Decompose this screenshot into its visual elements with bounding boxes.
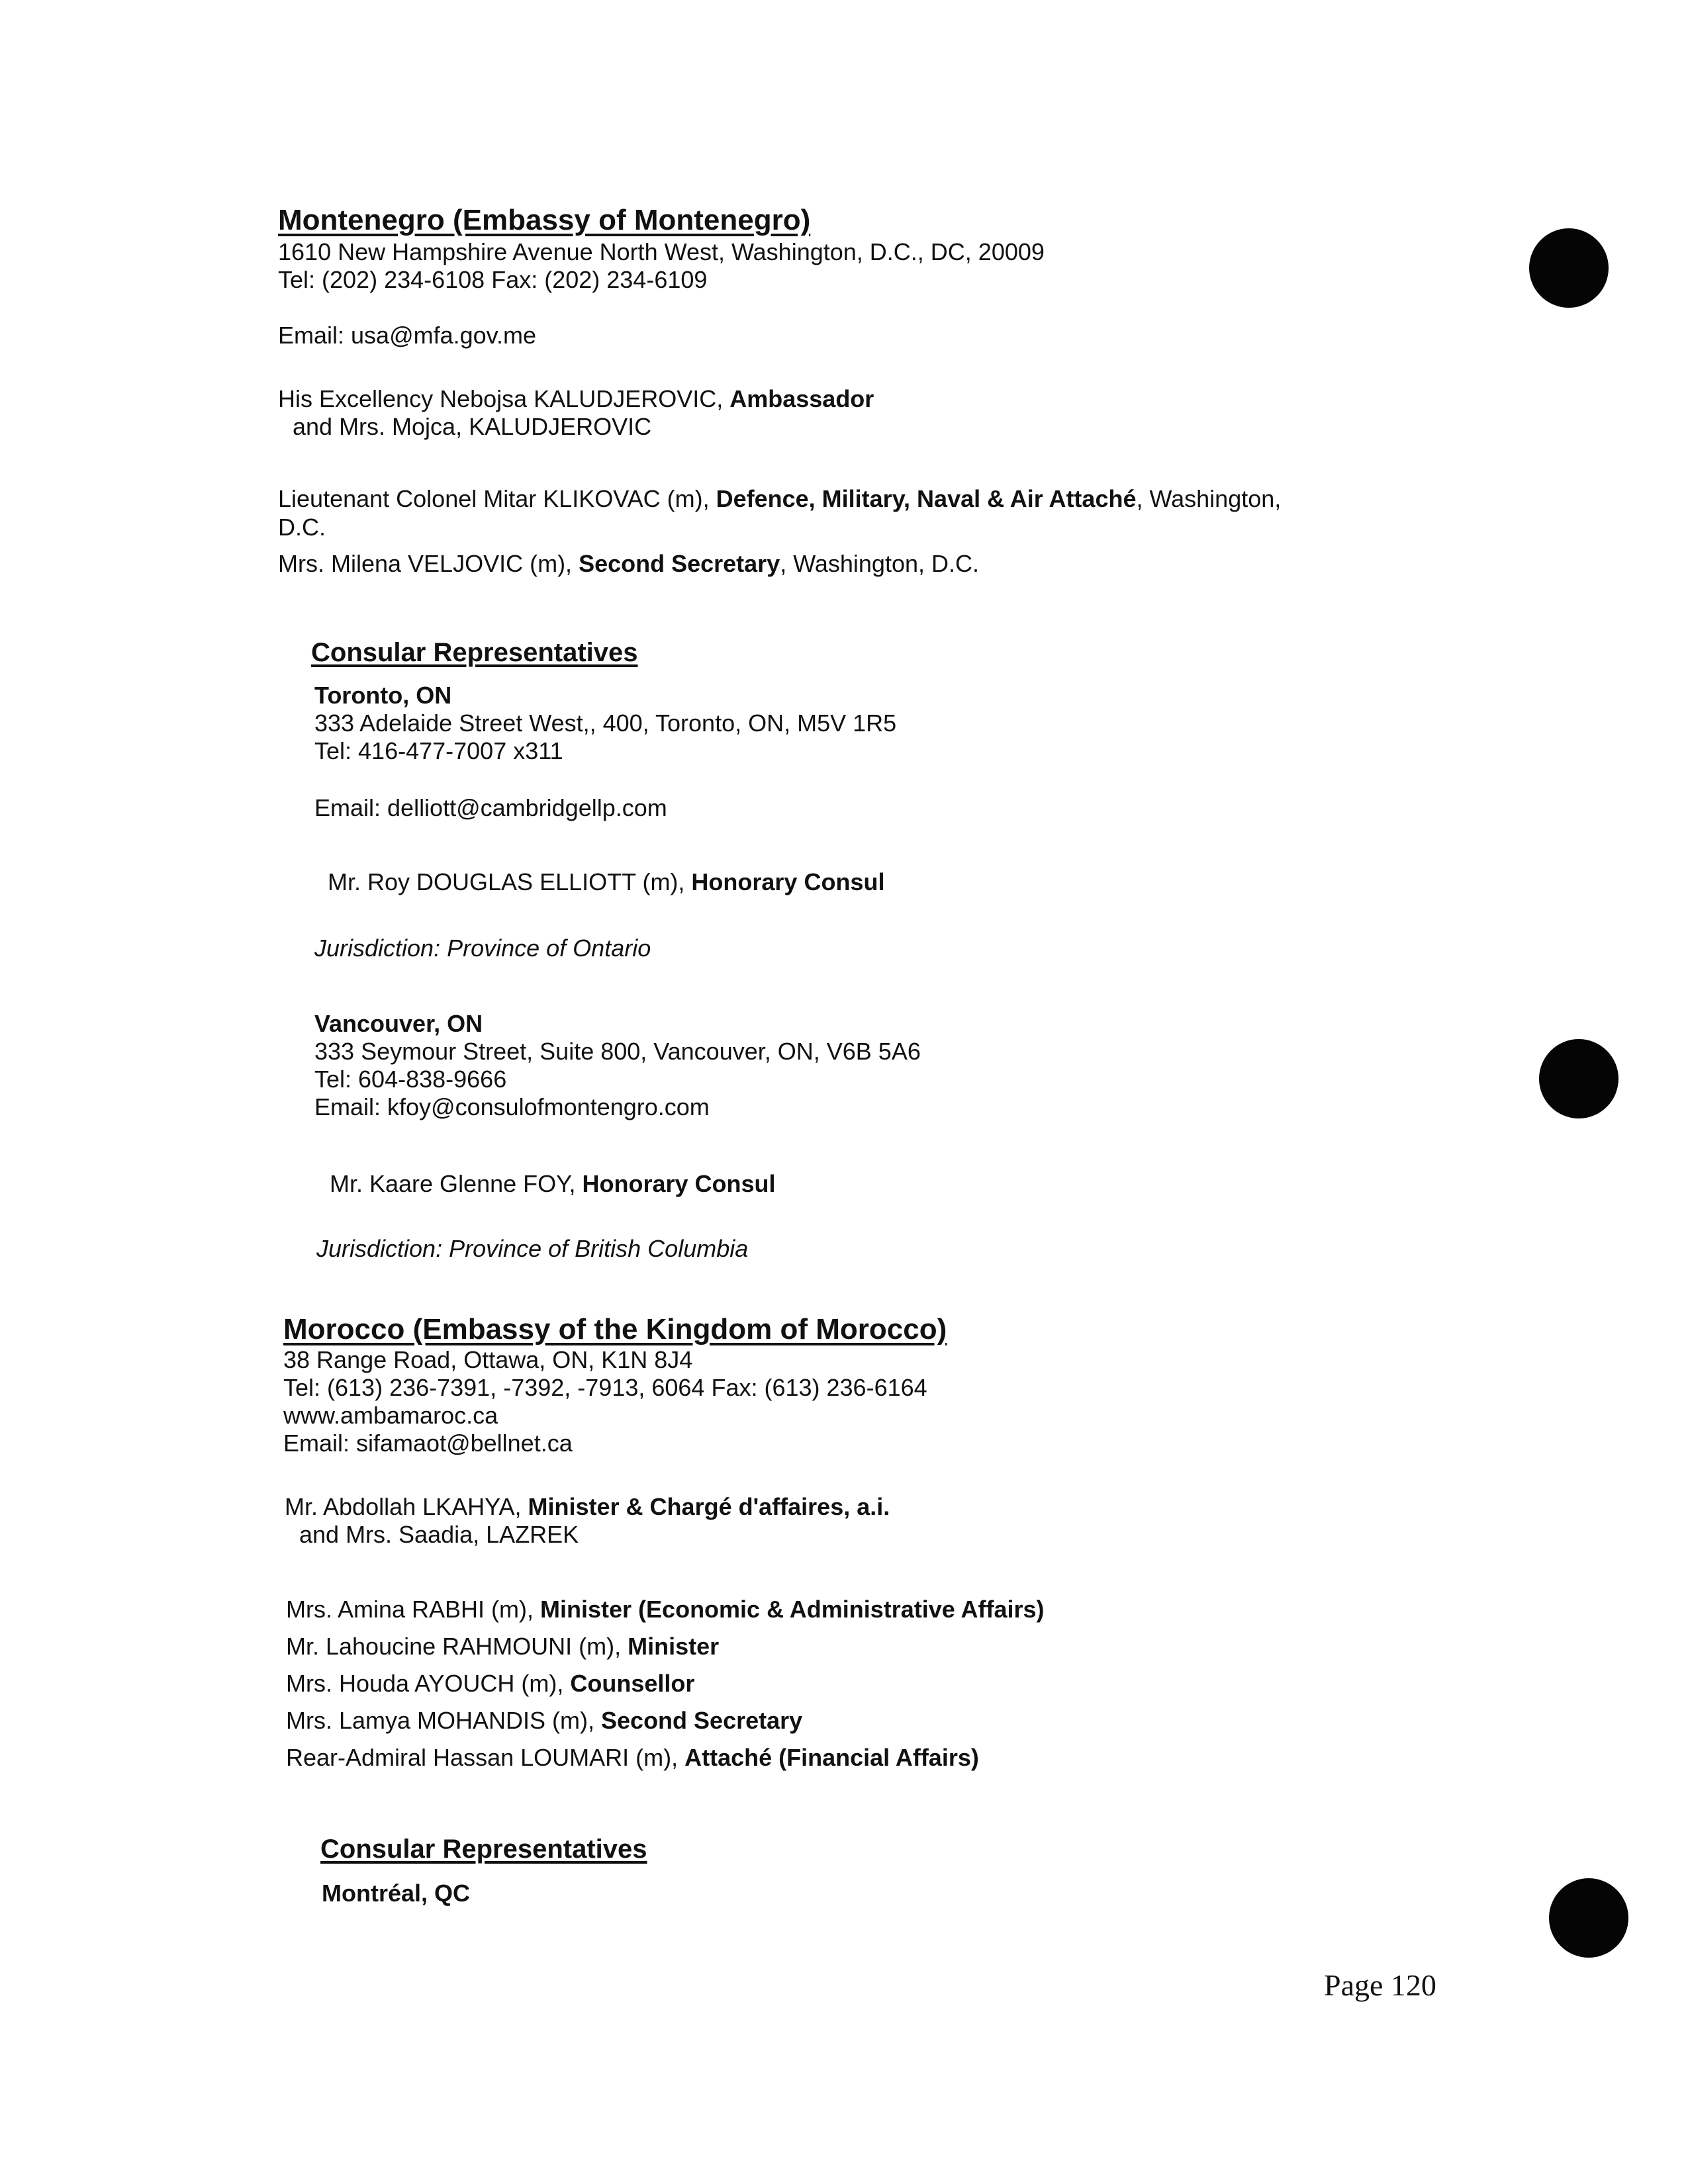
punch-hole-bottom bbox=[1549, 1878, 1628, 1958]
head-name: Mr. Abdollah LKAHYA, bbox=[285, 1493, 528, 1520]
montenegro-heading: Montenegro (Embassy of Montenegro) bbox=[278, 204, 811, 236]
montenegro-email: Email: usa@mfa.gov.me bbox=[278, 322, 537, 349]
consul-name: Mr. Roy DOUGLAS ELLIOTT (m), bbox=[328, 868, 692, 895]
morocco-consular-heading: Consular Representatives bbox=[320, 1835, 647, 1864]
staff-row bbox=[278, 548, 1281, 580]
office-consul bbox=[328, 868, 884, 896]
ambassador-spouse: and Mrs. Mojca, KALUDJEROVIC bbox=[293, 413, 652, 440]
staff-name: Mrs. Amina RABHI (m), bbox=[286, 1596, 541, 1623]
morocco-heading: Morocco (Embassy of the Kingdom of Morocco) bbox=[283, 1313, 947, 1345]
consular-office-toronto bbox=[314, 682, 896, 765]
staff-name: Rear-Admiral Hassan LOUMARI (m), bbox=[286, 1744, 685, 1771]
morocco-address: 38 Range Road, Ottawa, ON, K1N 8J4 bbox=[283, 1346, 693, 1373]
office-address: 333 Seymour Street, Suite 800, Vancouver, ON, V6B 5A6 bbox=[314, 1038, 921, 1065]
staff-title: Defence, Military, Naval & Air Attaché bbox=[716, 485, 1137, 512]
ambassador-title: Ambassador bbox=[729, 385, 874, 412]
staff-name: Mrs. Lamya MOHANDIS (m), bbox=[286, 1707, 602, 1734]
punch-hole-middle bbox=[1539, 1039, 1618, 1118]
office-email: Email: delliott@cambridgellp.com bbox=[314, 794, 667, 821]
morocco-contact bbox=[283, 1346, 927, 1457]
staff-row bbox=[286, 1702, 1045, 1739]
montenegro-ambassador bbox=[278, 385, 874, 441]
office-email: Email: kfoy@consulofmontengro.com bbox=[314, 1093, 710, 1120]
staff-name: Mrs. Milena VELJOVIC (m), bbox=[278, 550, 579, 577]
office-tel: Tel: 604-838-9666 bbox=[314, 1066, 507, 1093]
office-jurisdiction: Jurisdiction: Province of British Columbia bbox=[316, 1235, 749, 1262]
staff-name: Lieutenant Colonel Mitar KLIKOVAC (m), bbox=[278, 485, 716, 512]
ambassador-name: His Excellency Nebojsa KALUDJEROVIC, bbox=[278, 385, 730, 412]
montenegro-staff bbox=[278, 483, 1281, 580]
staff-row bbox=[286, 1739, 1045, 1776]
staff-title: Second Secretary bbox=[601, 1707, 803, 1734]
head-spouse: and Mrs. Saadia, LAZREK bbox=[299, 1521, 579, 1548]
staff-title: Minister (Economic & Administrative Affairs) bbox=[540, 1596, 1045, 1623]
morocco-head-of-mission bbox=[285, 1493, 890, 1549]
staff-row-continued: D.C. bbox=[278, 514, 326, 541]
staff-title: Counsellor bbox=[570, 1670, 695, 1697]
staff-name: Mrs. Houda AYOUCH (m), bbox=[286, 1670, 571, 1697]
staff-row bbox=[278, 483, 1281, 515]
montenegro-address: 1610 New Hampshire Avenue North West, Washington, D.C., DC, 20009 bbox=[278, 238, 1045, 265]
office-city: Toronto, ON bbox=[314, 682, 452, 709]
consular-office-vancouver bbox=[314, 1010, 921, 1121]
staff-title: Second Secretary bbox=[579, 550, 780, 577]
consul-role: Honorary Consul bbox=[582, 1170, 776, 1197]
staff-name: Mr. Lahoucine RAHMOUNI (m), bbox=[286, 1633, 628, 1660]
staff-row bbox=[286, 1665, 1045, 1702]
office-consul bbox=[330, 1170, 776, 1198]
morocco-website: www.ambamaroc.ca bbox=[283, 1402, 498, 1429]
consul-role: Honorary Consul bbox=[691, 868, 885, 895]
staff-location: , Washington, D.C. bbox=[780, 550, 979, 577]
staff-row bbox=[286, 1628, 1045, 1665]
staff-title: Attaché (Financial Affairs) bbox=[684, 1744, 979, 1771]
consul-name: Mr. Kaare Glenne FOY, bbox=[330, 1170, 583, 1197]
morocco-email: Email: sifamaot@bellnet.ca bbox=[283, 1430, 573, 1457]
office-address: 333 Adelaide Street West,, 400, Toronto, ON, M5V 1R5 bbox=[314, 709, 897, 737]
staff-title: Minister bbox=[628, 1633, 720, 1660]
montenegro-contact bbox=[278, 238, 1045, 294]
page-number: Page 120 bbox=[1324, 1968, 1436, 2002]
staff-row bbox=[286, 1591, 1045, 1628]
office-jurisdiction: Jurisdiction: Province of Ontario bbox=[314, 934, 651, 962]
staff-location: , Washington, bbox=[1136, 485, 1282, 512]
morocco-consular-city: Montréal, QC bbox=[322, 1880, 471, 1907]
morocco-staff bbox=[286, 1591, 1045, 1776]
montenegro-tel-fax: Tel: (202) 234-6108 Fax: (202) 234-6109 bbox=[278, 266, 708, 293]
office-tel: Tel: 416-477-7007 x311 bbox=[314, 737, 563, 764]
morocco-tel-fax: Tel: (613) 236-7391, -7392, -7913, 6064 Fax: (613) 236-6164 bbox=[283, 1374, 927, 1401]
montenegro-consular-heading: Consular Representatives bbox=[311, 638, 638, 667]
head-title: Minister & Chargé d'affaires, a.i. bbox=[528, 1493, 890, 1520]
punch-hole-top bbox=[1529, 228, 1609, 308]
office-city: Vancouver, ON bbox=[314, 1010, 483, 1037]
